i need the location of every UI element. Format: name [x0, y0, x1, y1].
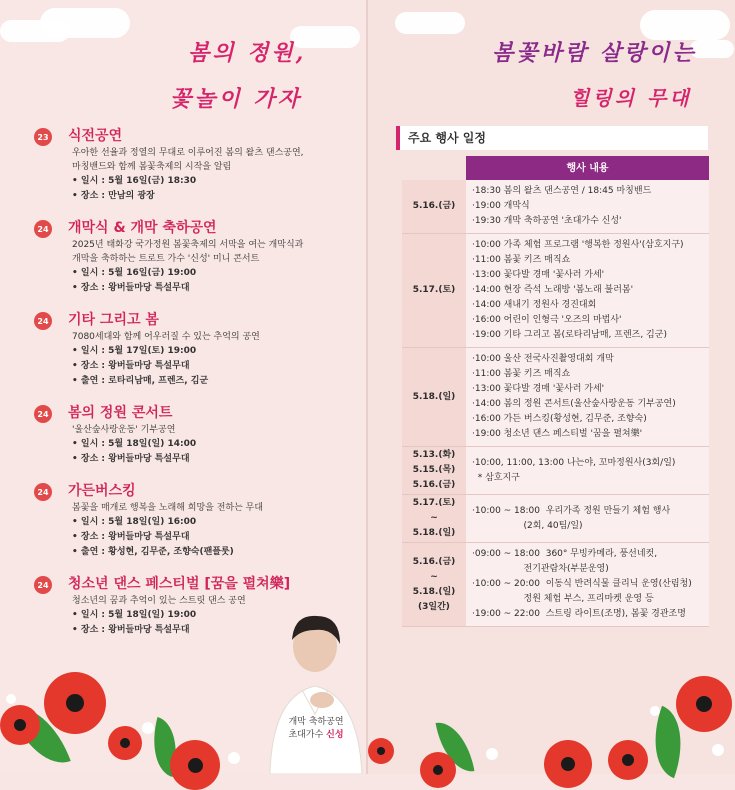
event-detail: • 장소 : 왕버들마당 특설무대 — [72, 361, 190, 371]
event-detail: • 장소 : 왕버들마당 특설무대 — [72, 454, 190, 464]
poppy-flower — [420, 752, 456, 788]
poppy-flower — [0, 705, 40, 745]
event-description: 2025년 태화강 국가정원 봄꽃축제의 서막을 여는 개막식과 — [72, 240, 304, 250]
white-flower — [650, 706, 660, 716]
event-day-badge: 24 — [34, 576, 52, 594]
schedule-item: 정원 체험 부스, 프리마켓 운영 등 — [472, 594, 654, 604]
schedule-item: ·14:00 현장 즉석 노래방 '봄노래 불러봄' — [472, 285, 634, 295]
event-description: 봄꽃을 매개로 행복을 노래해 희망을 전하는 무대 — [72, 503, 264, 513]
singer-caption-line1: 개막 축하공연 — [288, 717, 344, 727]
poppy-flower — [170, 740, 220, 790]
schedule-item: ·19:30 개막 축하공연 '초대가수 신성' — [472, 216, 622, 226]
schedule-item: ·19:00 개막식 — [472, 201, 530, 211]
schedule-row — [402, 447, 709, 495]
event-list — [34, 126, 354, 652]
schedule-date: 5.17.(토) ~ 5.18.(일) — [402, 495, 466, 543]
event-title: 가든버스킹 — [68, 483, 136, 499]
schedule-item: ·16:00 어린이 인형극 '오즈의 마법사' — [472, 315, 622, 325]
schedule-items — [466, 348, 709, 447]
schedule-item: ·11:00 봄꽃 키즈 매직쇼 — [472, 369, 571, 379]
schedule-item: ·14:00 봄의 정원 콘서트(울산숲사랑운동 기부공연) — [472, 399, 676, 409]
white-flower — [6, 694, 16, 704]
right-heading-line1: 봄꽃바람 살랑이는 — [492, 40, 697, 66]
event-title: 봄의 정원 콘서트 — [68, 405, 173, 421]
poppy-flower — [608, 740, 648, 780]
event-day-badge: 24 — [34, 312, 52, 330]
white-flower — [712, 744, 724, 756]
singer-photo — [262, 604, 368, 774]
schedule-table — [402, 156, 709, 627]
singer-caption — [270, 716, 362, 742]
poppy-flower — [368, 738, 394, 764]
schedule-item: ·10:00 ~ 18:00 우리가족 정원 만들기 체험 행사 — [472, 505, 671, 516]
schedule-item: ·16:00 가든 버스킹(황성현, 김무준, 조향숙) — [472, 414, 647, 424]
schedule-date: 5.18.(일) — [402, 348, 466, 447]
schedule-item: ·10:00, 11:00, 13:00 나는야, 꼬마정원사(3회/일) — [472, 457, 676, 468]
content-header: 행사 내용 — [466, 156, 709, 180]
schedule-item: ·10:00 ~ 20:00 이동식 반려식물 클리닉 운영(산림청) — [472, 579, 692, 589]
event-title: 청소년 댄스 페스티벌 [꿈을 펼쳐樂] — [68, 576, 291, 592]
singer-caption-prefix: 초대가수 — [288, 730, 327, 740]
left-heading-line1: 봄의 정원, — [188, 40, 307, 66]
schedule-header-row — [402, 156, 709, 180]
event-detail: • 일시 : 5월 18일(일) 14:00 — [72, 439, 197, 449]
singer-name: 신성 — [326, 730, 344, 740]
event-description: 개막을 축하하는 트로트 가수 '신성' 미니 콘서트 — [72, 254, 260, 264]
event-day-badge: 24 — [34, 220, 52, 238]
event-description: 7080세대와 함께 어우러질 수 있는 추억의 공연 — [72, 332, 260, 342]
schedule-body — [402, 180, 709, 627]
poppy-flower — [108, 726, 142, 760]
event-description: '울산숲사랑운동' 기부공연 — [72, 425, 176, 435]
event-detail: • 출연 : 황성현, 김무준, 조향숙(팬플룻) — [72, 547, 234, 557]
schedule-item: ·19:00 청소년 댄스 페스티벌 '꿈을 펼쳐樂' — [472, 429, 643, 439]
white-flower — [486, 748, 498, 760]
event-detail: • 일시 : 5월 16일(금) 19:00 — [72, 268, 197, 278]
schedule-row — [402, 495, 709, 543]
schedule-item: ·13:00 꽃다발 경매 '꽃사러 가세' — [472, 270, 605, 280]
event-day-badge: 24 — [34, 405, 52, 423]
cloud-decoration — [40, 8, 130, 38]
schedule-item: (2회, 40팀/일) — [472, 520, 583, 531]
event-day-badge: 23 — [34, 128, 52, 146]
schedule-row — [402, 543, 709, 627]
schedule-item: ·19:00 기타 그리고 봄(로타리남매, 프렌즈, 김군) — [472, 330, 667, 340]
event-item — [34, 310, 354, 389]
event-item — [34, 481, 354, 560]
schedule-row — [402, 348, 709, 447]
event-detail: • 일시 : 5월 17일(토) 19:00 — [72, 346, 197, 356]
event-description: 우아한 선율과 정열의 무대로 이루어진 봄의 왈츠 댄스공연, — [72, 148, 304, 158]
event-description: 마칭밴드와 함께 봄꽃축제의 시작을 알림 — [72, 162, 232, 172]
event-item — [34, 218, 354, 296]
schedule-items — [466, 495, 709, 543]
event-title: 식전공연 — [68, 128, 123, 144]
schedule-date: 5.17.(토) — [402, 234, 466, 348]
event-detail: • 일시 : 5월 16일(금) 18:30 — [72, 176, 197, 186]
schedule-item: 전기관람차(부분운영) — [472, 564, 609, 574]
cloud-decoration — [395, 12, 465, 34]
white-flower — [228, 752, 240, 764]
schedule-item: ·13:00 꽃다발 경매 '꽃사러 가세' — [472, 384, 605, 394]
event-detail: • 장소 : 만남의 광장 — [72, 191, 155, 201]
schedule-date: 5.13.(화) 5.15.(목) 5.16.(금) — [402, 447, 466, 495]
schedule-item: ·10:00 가족 체험 프로그램 '행복한 정원사'(삼호지구) — [472, 240, 684, 250]
schedule-items — [466, 180, 709, 234]
poppy-flower — [544, 740, 592, 788]
event-day-badge: 24 — [34, 483, 52, 501]
schedule-item: * 삼호지구 — [472, 472, 520, 483]
poppy-flower — [676, 676, 732, 732]
right-heading-line2: 힐링의 무대 — [570, 86, 692, 110]
schedule-item: ·10:00 울산 전국사진촬영대회 개막 — [472, 354, 614, 364]
event-detail: • 출연 : 로타리남매, 프렌즈, 김군 — [72, 376, 209, 386]
schedule-item: ·19:00 ~ 22:00 스트링 라이트(조명), 봄꽃 경관조명 — [472, 609, 686, 619]
left-heading-line2: 꽃놀이 가자 — [170, 86, 302, 112]
schedule-item: ·09:00 ~ 18:00 360° 무빙카메라, 풍선네컷, — [472, 549, 658, 559]
schedule-items — [466, 543, 709, 627]
date-header — [402, 156, 466, 180]
event-detail: • 일시 : 5월 18일(일) 16:00 — [72, 517, 197, 527]
schedule-row — [402, 234, 709, 348]
event-description: 청소년의 꿈과 추억이 있는 스트릿 댄스 공연 — [72, 596, 246, 606]
schedule-items — [466, 234, 709, 348]
schedule-item: ·18:30 봄의 왈츠 댄스공연 / 18:45 마칭밴드 — [472, 186, 652, 196]
schedule-item: ·14:00 새내기 정원사 경진대회 — [472, 300, 597, 310]
event-item — [34, 126, 354, 204]
event-detail: • 장소 : 왕버들마당 특설무대 — [72, 283, 190, 293]
event-detail: • 장소 : 왕버들마당 특설무대 — [72, 532, 190, 542]
poppy-flower — [44, 672, 106, 734]
schedule-items — [466, 447, 709, 495]
white-flower — [142, 722, 154, 734]
event-detail: • 일시 : 5월 18일(일) 19:00 — [72, 610, 197, 620]
singer-caption-line2 — [270, 729, 362, 742]
schedule-date: 5.16.(금) ~ 5.18.(일) (3일간) — [402, 543, 466, 627]
schedule-date: 5.16.(금) — [402, 180, 466, 234]
event-title: 개막식 & 개막 축하공연 — [68, 220, 217, 236]
schedule-row — [402, 180, 709, 234]
schedule-title: 주요 행사 일정 — [396, 126, 708, 150]
event-item — [34, 403, 354, 467]
event-detail: • 장소 : 왕버들마당 특설무대 — [72, 625, 190, 635]
schedule-item: ·11:00 봄꽃 키즈 매직쇼 — [472, 255, 571, 265]
event-title: 기타 그리고 봄 — [68, 312, 159, 328]
